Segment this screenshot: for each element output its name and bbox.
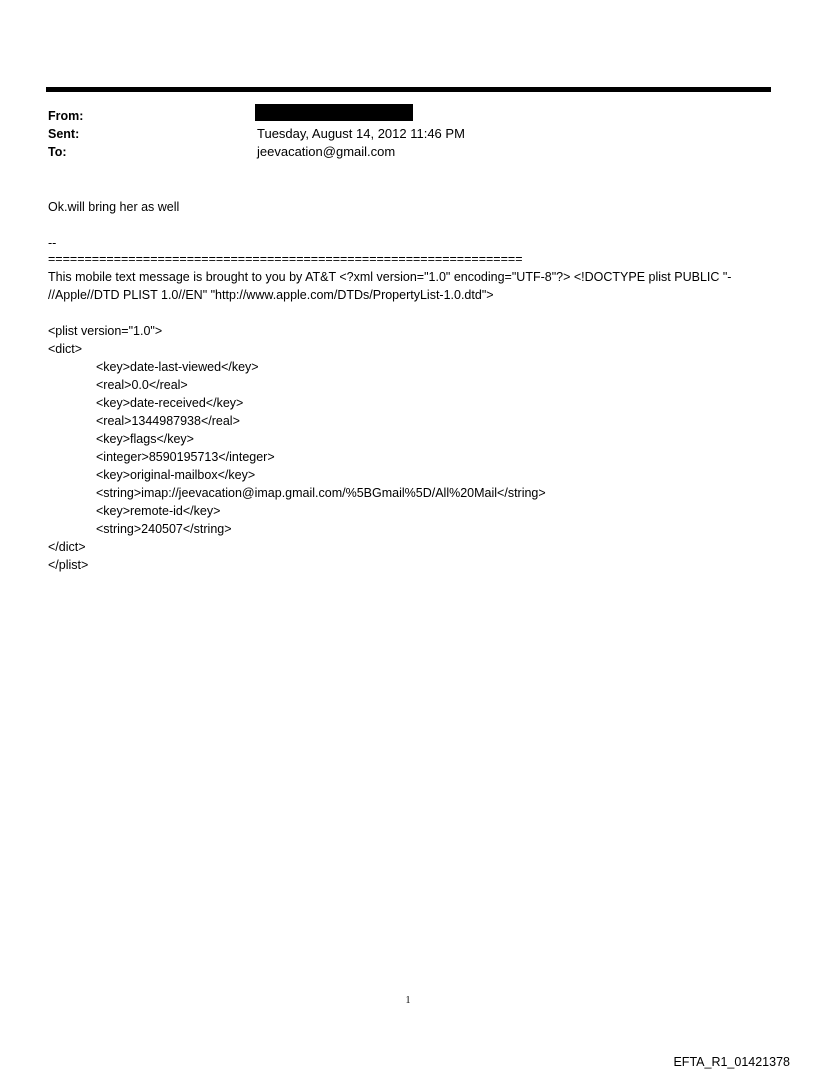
plist-line: <string>imap://jeevacation@imap.gmail.com/%5BGmail%5D/All%20Mail</string> — [96, 486, 546, 500]
plist-line: <integer>8590195713</integer> — [96, 450, 275, 464]
plist-line: <dict> — [48, 342, 83, 356]
disclaimer-line-1: This mobile text message is brought to you by AT&T <?xml version="1.0" encoding="UTF-8"?> <!DOCTYPE plist PUBLIC "- — [48, 270, 732, 284]
redaction-block — [255, 104, 413, 121]
plist-line: <string>240507</string> — [96, 522, 232, 536]
plist-line: <plist version="1.0"> — [48, 324, 163, 338]
signature-dash: -- — [48, 236, 57, 250]
plist-line: <key>flags</key> — [96, 432, 194, 446]
plist-line: <key>original-mailbox</key> — [96, 468, 256, 482]
to-label: To: — [48, 145, 67, 159]
message-text: Ok.will bring her as well — [48, 200, 180, 214]
sent-label: Sent: — [48, 127, 80, 141]
bates-number: EFTA_R1_01421378 — [673, 1055, 790, 1069]
plist-line: </plist> — [48, 558, 89, 572]
sent-value: Tuesday, August 14, 2012 11:46 PM — [257, 126, 465, 141]
to-value: jeevacation@gmail.com — [257, 144, 396, 159]
plist-line: <key>date-received</key> — [96, 396, 244, 410]
plist-line: <key>remote-id</key> — [96, 504, 221, 518]
plist-line: <real>0.0</real> — [96, 378, 188, 392]
from-label: From: — [48, 109, 84, 123]
plist-line: <real>1344987938</real> — [96, 414, 240, 428]
header-rule — [46, 87, 771, 92]
disclaimer-line-2: //Apple//DTD PLIST 1.0//EN" "http://www.apple.com/DTDs/PropertyList-1.0.dtd"> — [48, 288, 494, 302]
page-number: 1 — [405, 995, 411, 1006]
plist-line: <key>date-last-viewed</key> — [96, 360, 259, 374]
plist-line: </dict> — [48, 540, 86, 554]
separator-line: ================================================================= — [48, 252, 523, 266]
plist-block — [48, 322, 546, 574]
